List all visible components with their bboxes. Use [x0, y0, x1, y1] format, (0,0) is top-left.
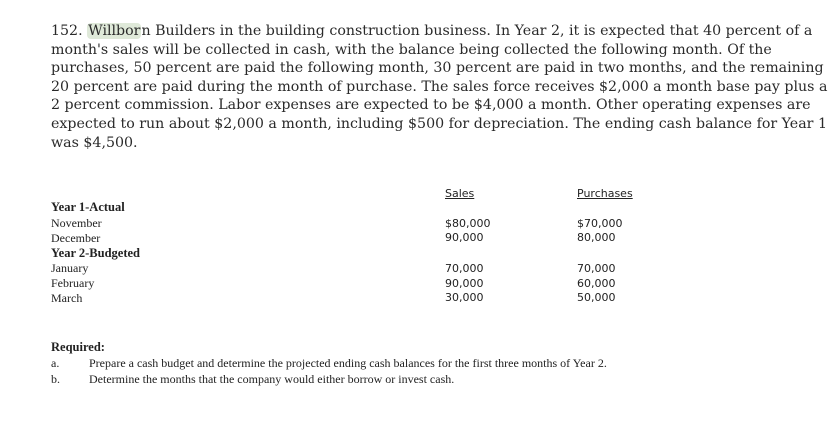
cell-sales-january: 70,000	[445, 262, 484, 275]
row-label-november: November	[51, 216, 102, 230]
required-a-letter: a.	[51, 356, 60, 370]
required-a-text: Prepare a cash budget and determine the projected ending cash balances for the first three months of Year 2.	[89, 356, 607, 370]
row-label-march: March	[51, 291, 83, 305]
section-title-year2: Year 2-Budgeted	[51, 246, 141, 260]
row-label-february: February	[51, 276, 95, 290]
cell-purchases-january: 70,000	[577, 262, 616, 275]
section-title-year1: Year 1-Actual	[51, 200, 125, 214]
row-label-january: January	[51, 261, 89, 275]
row-label-december: December	[51, 231, 101, 245]
problem-text: n Builders in the building construction business. In Year 2, it is expected that 40 percent of a month's sales will be collected in cash, with the balance being collected the following month. Of the purchases, 50 percent are paid the following month, 30 percent are paid in two months, and the remaining 20 percent are paid during the month of purchase. The sales force receives $2,000 a month base pay plus a 2 percent commission. Labor expenses are expected to be $4,000 a month. Other operating expenses are expected to run about $2,000 a month, including $500 for depreciation. The ending cash balance for Year 1 was $4,500.	[51, 23, 828, 151]
problem-number: 152.	[51, 23, 83, 39]
cell-sales-november: $80,000	[445, 217, 491, 230]
required-b-text: Determine the months that the company would either borrow or invest cash.	[89, 372, 455, 386]
cell-purchases-november: $70,000	[577, 217, 623, 230]
cell-sales-february: 90,000	[445, 277, 484, 290]
highlighted-text[interactable]: Willbor	[88, 23, 141, 39]
cell-sales-december: 90,000	[445, 231, 484, 244]
problem-statement	[51, 22, 831, 152]
cell-purchases-february: 60,000	[577, 277, 616, 290]
required-title: Required:	[51, 340, 105, 354]
sales-header: Sales	[445, 187, 475, 200]
required-b-letter: b.	[51, 372, 60, 386]
purchases-header: Purchases	[577, 187, 633, 200]
cell-purchases-march: 50,000	[577, 291, 616, 304]
cell-sales-march: 30,000	[445, 291, 484, 304]
cell-purchases-december: 80,000	[577, 231, 616, 244]
